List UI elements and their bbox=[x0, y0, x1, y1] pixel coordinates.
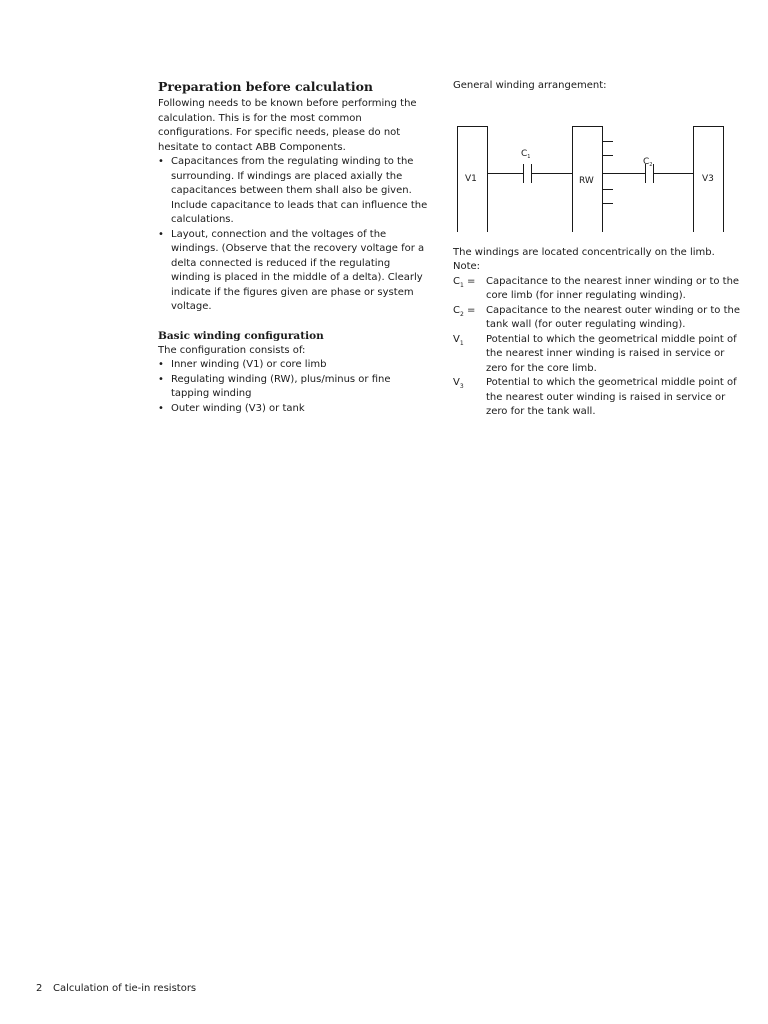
definition-c1: $C_1$ = Capacitance to the nearest inner winding or to the core limb (for inner regulating winding). bbox=[453, 275, 740, 301]
note-label: Note: bbox=[453, 261, 481, 272]
c1-label: $C_1$ bbox=[521, 148, 531, 160]
right-column bbox=[453, 79, 743, 420]
config-intro: The configuration consists of: bbox=[158, 344, 306, 356]
config-list bbox=[158, 358, 430, 416]
intro-paragraph: Following needs to be known before performing the calculation. This is for the most common configurations. For specific needs, please do not hesitate to contact ABB Components. bbox=[158, 98, 417, 153]
list-item: • Regulating winding (RW), plus/minus or fine tapping winding bbox=[158, 373, 430, 402]
located-text: The windings are located concentrically on the limb. bbox=[453, 246, 715, 258]
page-number: 2 bbox=[36, 983, 43, 994]
page-footer bbox=[36, 982, 196, 996]
list-item: • Layout, connection and the voltages of the windings. (Observe that the recovery voltage for a delta connected is reduced if the regulating winding is placed in the middle of a delta). Clearly indicate if the figures given are phase or system voltage. bbox=[158, 228, 430, 315]
list-item: • Capacitances from the regulating winding to the surrounding. If windings are placed axially the capacitances between them shall also be given. Include capacitance to leads that can influence the calculations. bbox=[158, 155, 430, 228]
definition-v3: $V_3$ Potential to which the geometrical middle point of the nearest outer winding is raised in service or zero for the tank wall. bbox=[453, 377, 737, 417]
v3-label: V3 bbox=[702, 173, 714, 184]
c2-label: $C_2$ bbox=[643, 156, 653, 168]
definition-c2: $C_2$ = Capacitance to the nearest outer winding or to the tank wall (for outer regulating winding). bbox=[453, 304, 740, 330]
definitions-list bbox=[453, 275, 743, 420]
rw-label: RW bbox=[579, 175, 594, 186]
left-column bbox=[158, 79, 430, 416]
heading-basic-winding: Basic winding configuration bbox=[158, 330, 324, 342]
list-item: • Inner winding (V1) or core limb bbox=[158, 358, 430, 373]
list-item: • Outer winding (V3) or tank bbox=[158, 402, 430, 417]
diagram-title: General winding arrangement: bbox=[453, 80, 607, 91]
footer-title: Calculation of tie-in resistors bbox=[53, 983, 197, 994]
definition-v1: $V_1$ Potential to which the geometrical middle point of the nearest inner winding is raised in service or zero for the core limb. bbox=[453, 333, 737, 374]
v1-label: V1 bbox=[465, 173, 477, 184]
preparation-list bbox=[158, 155, 430, 315]
winding-diagram bbox=[453, 100, 733, 232]
heading-preparation: Preparation before calculation bbox=[158, 79, 374, 94]
